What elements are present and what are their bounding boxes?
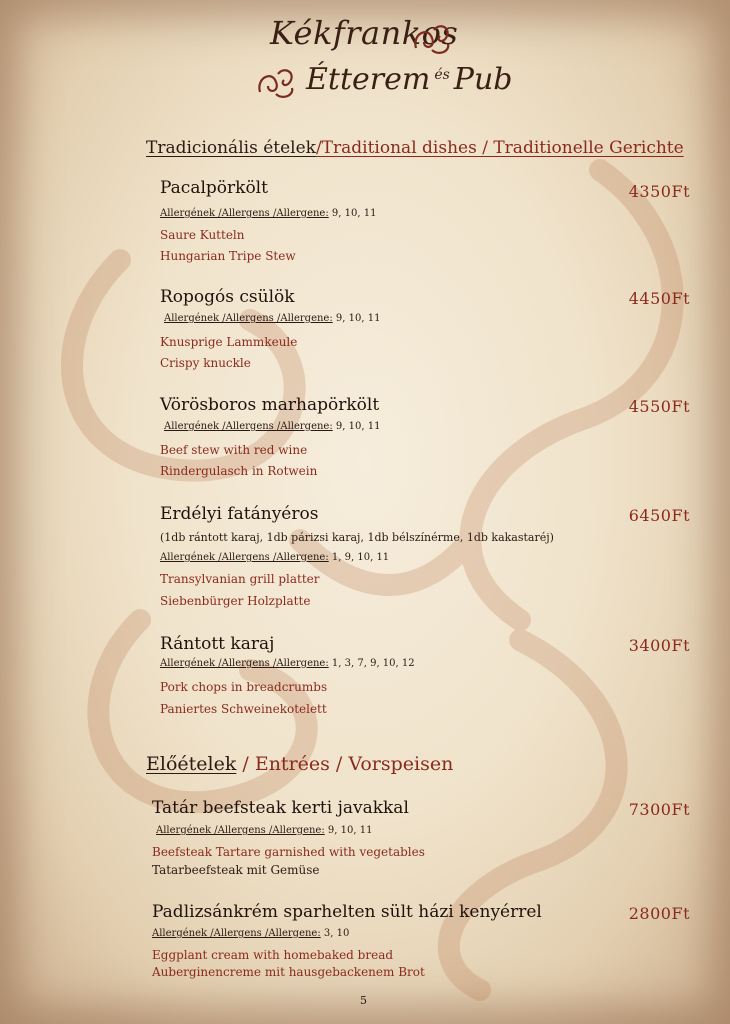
section-title-translations: / Entrées / Vorspeisen: [236, 753, 454, 775]
logo-word-pub: Pub: [453, 62, 513, 97]
logo-word-etterem: Étterem: [306, 62, 431, 97]
ornament-icon: [410, 20, 454, 58]
allergen-label: Allergének /Allergens /Allergene:: [160, 208, 329, 219]
item-name: Tatár beefsteak kerti javakkal: [152, 798, 409, 818]
item-price: 6450Ft: [628, 506, 690, 525]
section-title-entrees: [146, 753, 453, 775]
section-title-translations: /Traditional dishes / Traditionelle Gerichte: [315, 138, 684, 158]
item-price: 7300Ft: [628, 800, 690, 819]
item-desc-1: Saure Kutteln: [160, 228, 245, 242]
allergen-info: [160, 552, 389, 563]
item-desc-1: Transylvanian grill platter: [160, 572, 320, 586]
item-name: Ropogós csülök: [160, 287, 295, 307]
item-name: Padlizsánkrém sparhelten sült házi kenyérrel: [152, 902, 542, 922]
item-desc-1: Knusprige Lammkeule: [160, 335, 298, 349]
item-desc-2: Tatarbeefsteak mit Gemüse: [152, 863, 320, 877]
item-desc-2: Siebenbürger Holzplatte: [160, 594, 311, 608]
allergen-info: [152, 928, 349, 939]
allergen-label: Allergének /Allergens /Allergene:: [164, 313, 333, 324]
section-title-traditional: [146, 138, 684, 158]
item-note: (1db rántott karaj, 1db párizsi karaj, 1db bélszínérme, 1db kakastaréj): [160, 531, 554, 544]
allergen-label: Allergének /Allergens /Allergene:: [160, 658, 329, 669]
restaurant-logo: [250, 14, 513, 104]
logo-word-es: és: [434, 67, 450, 83]
allergen-label: Allergének /Allergens /Allergene:: [156, 825, 325, 836]
item-desc-2: Crispy knuckle: [160, 356, 251, 370]
section-title-hu: Tradicionális ételek: [146, 138, 316, 158]
section-title-hu: Előételek: [146, 753, 237, 775]
item-price: 4550Ft: [628, 397, 690, 416]
item-desc-2: Paniertes Schweinekotelett: [160, 702, 327, 716]
item-name: Rántott karaj: [160, 634, 275, 654]
page-number: 5: [360, 994, 367, 1007]
item-name: Vörösboros marhapörkölt: [160, 395, 380, 415]
item-name: Pacalpörkölt: [160, 178, 268, 198]
item-price: 4350Ft: [628, 182, 690, 201]
allergen-info: [164, 421, 380, 432]
allergen-codes: 9, 10, 11: [327, 825, 373, 836]
allergen-info: [160, 208, 376, 219]
ornament-icon: [254, 64, 298, 102]
allergen-codes: 9, 10, 11: [331, 208, 377, 219]
item-desc-2: Rindergulasch in Rotwein: [160, 464, 318, 478]
allergen-codes: 9, 10, 11: [335, 421, 381, 432]
item-desc-1: Eggplant cream with homebaked bread: [152, 948, 394, 962]
item-desc-1: Beefsteak Tartare garnished with vegetables: [152, 845, 425, 859]
allergen-codes: 1, 9, 10, 11: [331, 552, 390, 563]
item-desc-2: Auberginencreme mit hausgebackenem Brot: [152, 965, 425, 979]
item-name: Erdélyi fatányéros: [160, 504, 319, 524]
allergen-label: Allergének /Allergens /Allergene:: [152, 928, 321, 939]
allergen-label: Allergének /Allergens /Allergene:: [160, 552, 329, 563]
logo-title-line1: Kékfrankos: [270, 14, 459, 52]
allergen-info: [156, 825, 372, 836]
item-price: 3400Ft: [628, 636, 690, 655]
allergen-info: [160, 658, 415, 669]
item-price: 2800Ft: [628, 904, 690, 923]
logo-title-line2: [306, 62, 513, 97]
allergen-info: [164, 313, 380, 324]
allergen-codes: 3, 10: [323, 928, 350, 939]
allergen-codes: 9, 10, 11: [335, 313, 381, 324]
item-desc-1: Beef stew with red wine: [160, 443, 308, 457]
item-desc-1: Pork chops in breadcrumbs: [160, 680, 328, 694]
item-desc-2: Hungarian Tripe Stew: [160, 249, 296, 263]
item-price: 4450Ft: [628, 289, 690, 308]
allergen-codes: 1, 3, 7, 9, 10, 12: [331, 658, 415, 669]
allergen-label: Allergének /Allergens /Allergene:: [164, 421, 333, 432]
